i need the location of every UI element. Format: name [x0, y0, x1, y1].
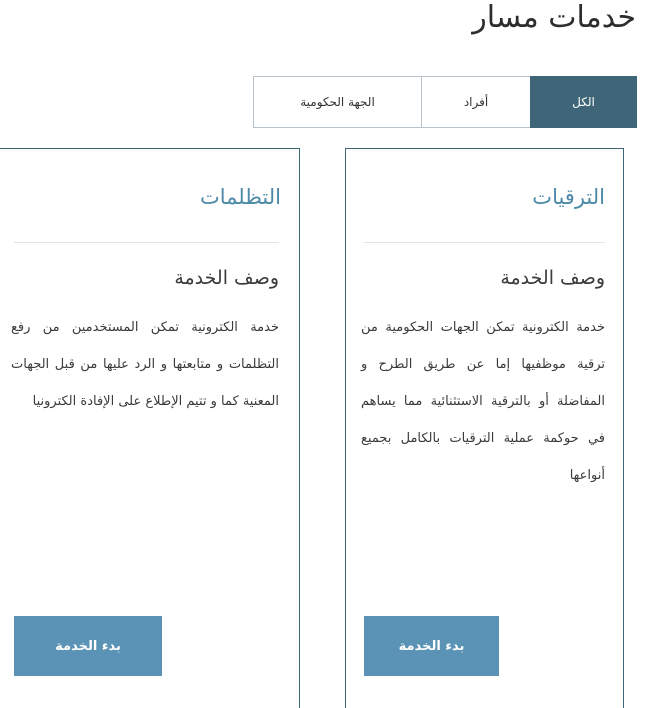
- page-title: خدمات مسار: [472, 0, 636, 35]
- service-filter-tabs: [253, 76, 637, 128]
- card-title: الترقيات: [532, 185, 605, 209]
- card-description: خدمة الكترونية تمكن الجهات الحكومية من ترقية موظفيها إما عن طريق الطرح و المفاضلة أو بالترقية الاستثنائية مما يساهم في حوكمة عملية الترقيات بالكامل بجميع أنواعها: [361, 320, 605, 483]
- tab-government-entity[interactable]: الجهة الحكومية: [253, 76, 421, 128]
- tab-individuals[interactable]: أفراد: [421, 76, 530, 128]
- tab-all[interactable]: الكل: [530, 76, 637, 128]
- card-subtitle: وصف الخدمة: [174, 267, 279, 289]
- card-divider: [364, 242, 605, 243]
- card-subtitle: وصف الخدمة: [500, 267, 605, 289]
- card-divider: [14, 242, 279, 243]
- card-description: خدمة الكترونية تمكن المستخدمين من رفع التظلمات و متابعتها و الرد عليها من قبل الجهات المعنية كما و تتيم الإطلاع على الإفادة الكترونيا: [11, 320, 279, 409]
- start-service-button[interactable]: بدء الخدمة: [14, 616, 162, 676]
- start-service-button[interactable]: بدء الخدمة: [364, 616, 499, 676]
- service-card-promotions: [345, 148, 624, 708]
- card-title: التظلمات: [199, 185, 281, 209]
- service-card-grievances: [0, 148, 300, 708]
